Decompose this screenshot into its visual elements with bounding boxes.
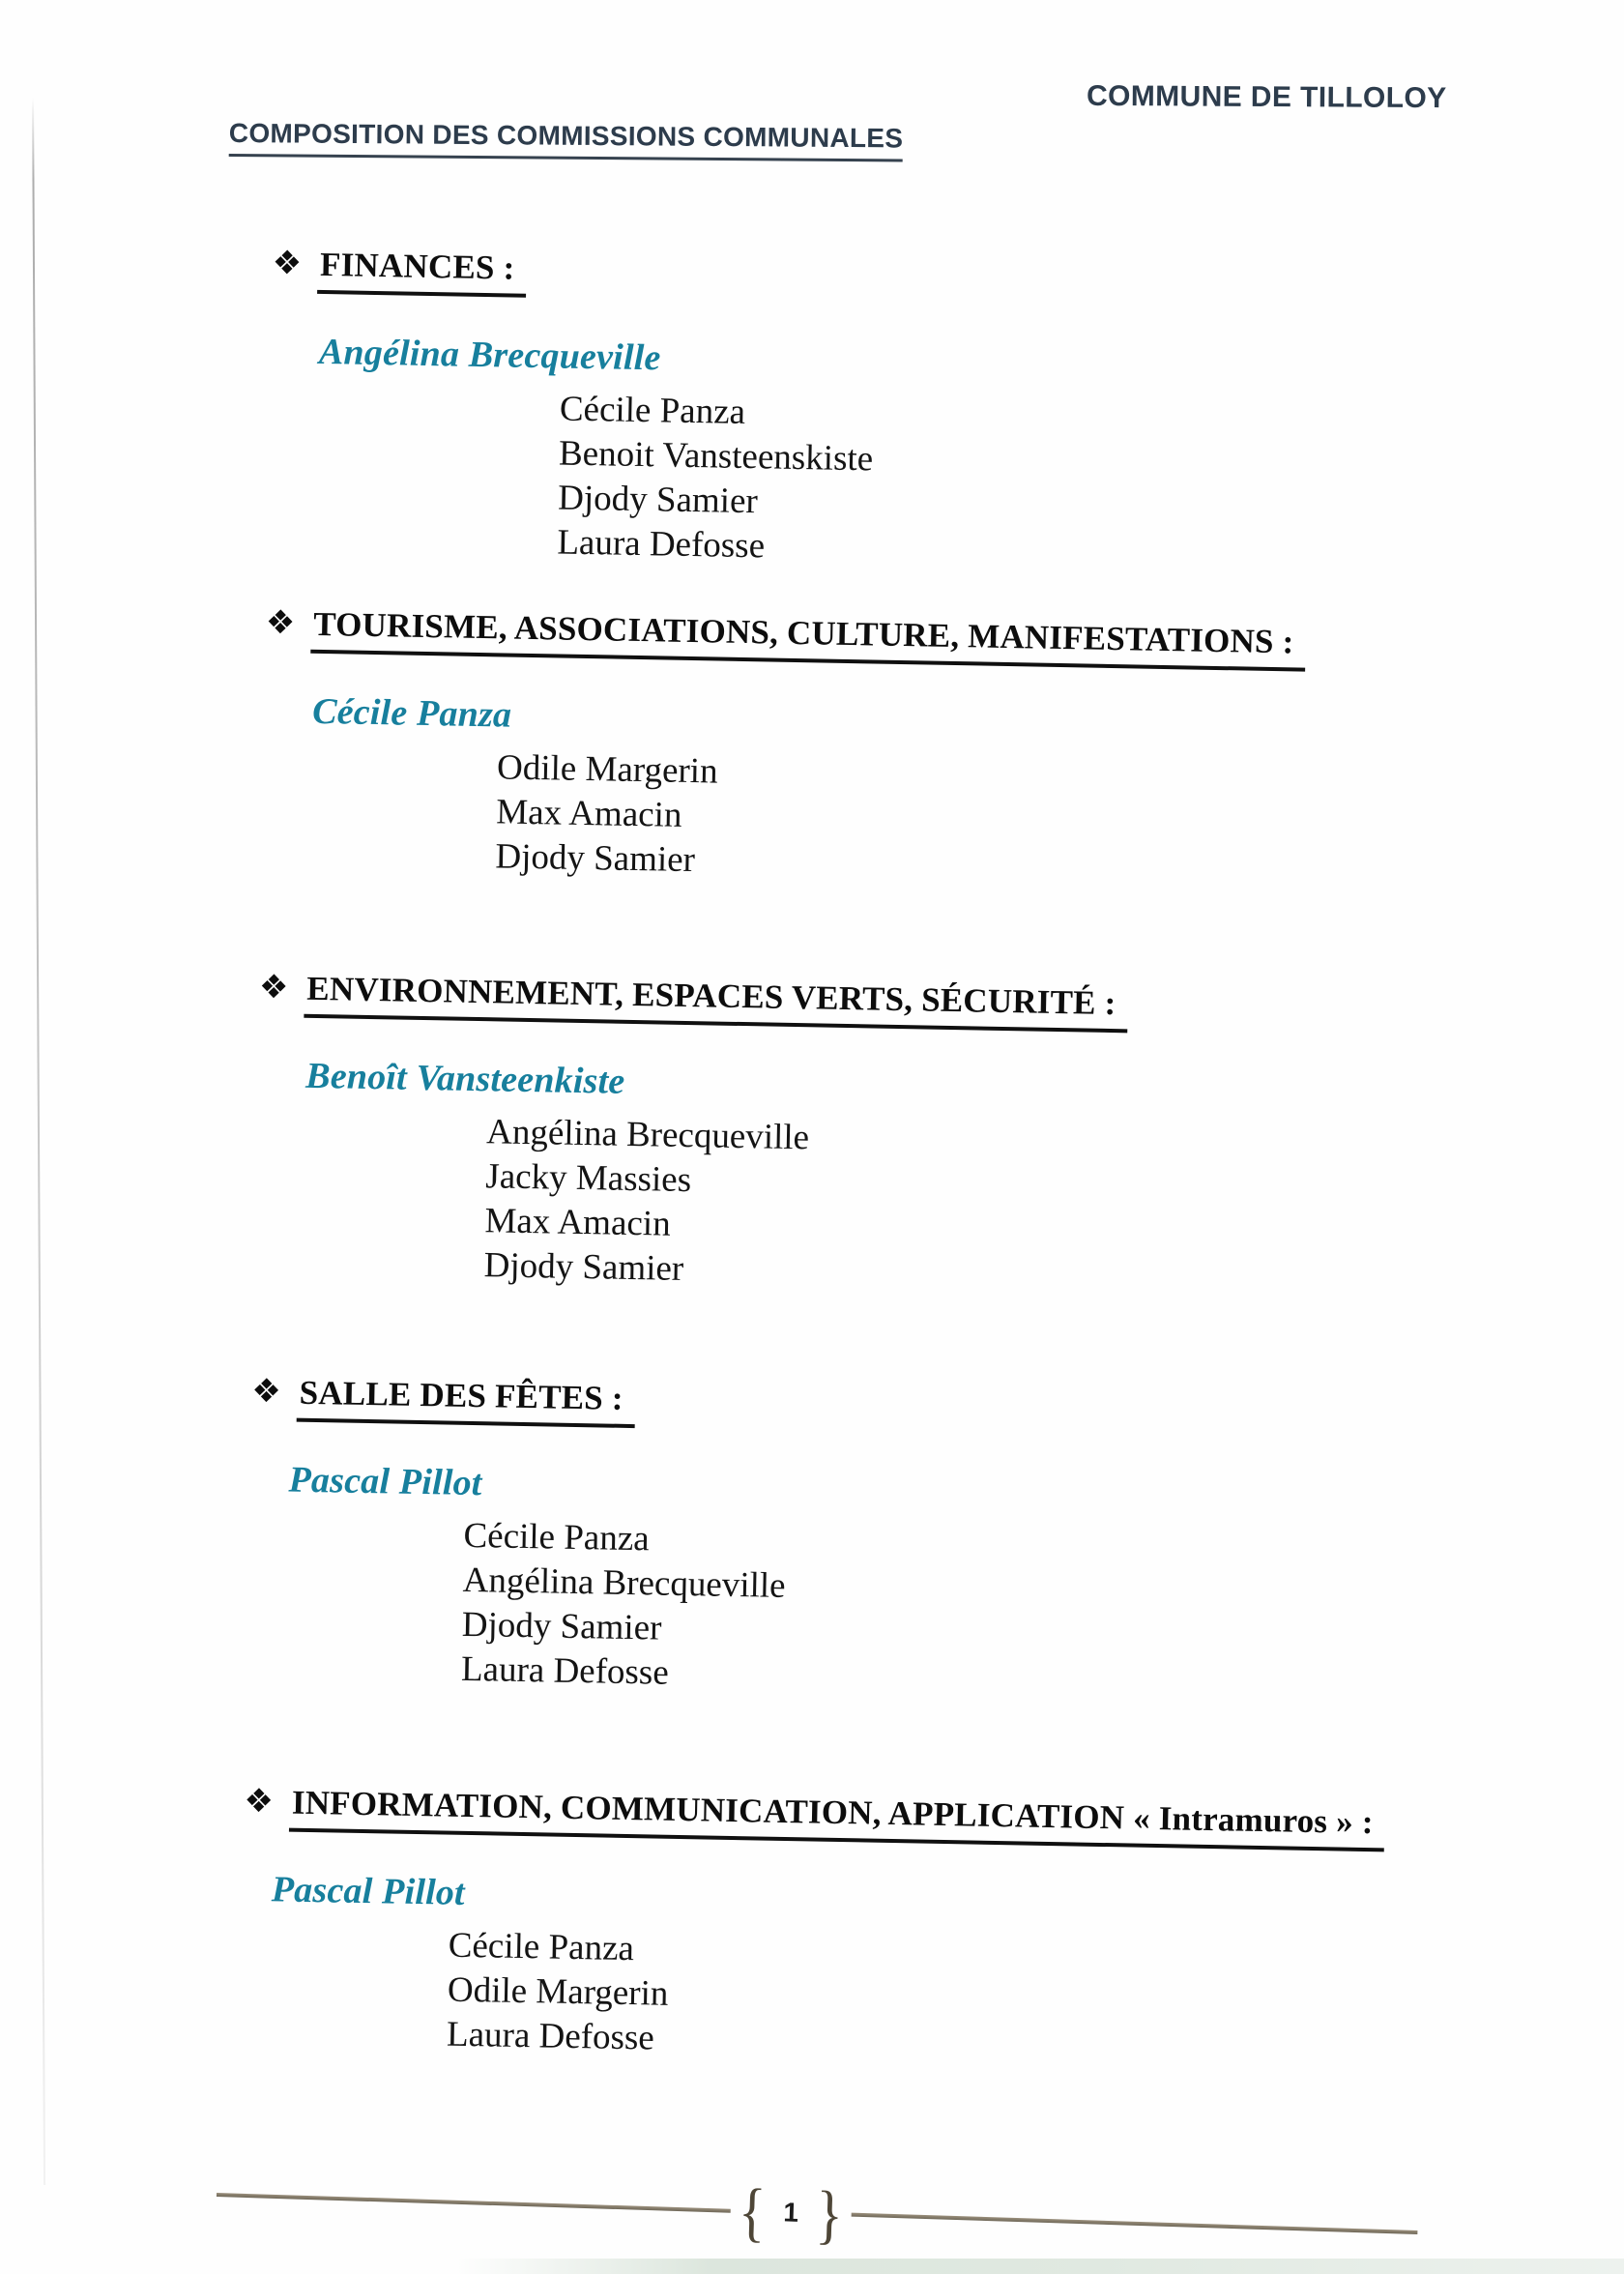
member-name: Djody Samier bbox=[461, 1605, 662, 1648]
commission-leader-name: Pascal Pillot bbox=[271, 1869, 466, 1914]
commission-section-information bbox=[240, 1783, 1482, 2076]
member-name: Benoit Vansteenskiste bbox=[558, 433, 874, 480]
member-list bbox=[240, 1920, 1479, 2076]
member-name: Cécile Panza bbox=[463, 1516, 651, 1560]
member-list bbox=[267, 382, 1507, 582]
section-heading: FINANCES : bbox=[318, 246, 527, 298]
footer-rule-right bbox=[851, 2213, 1417, 2234]
commission-leader-name: Angélina Brecqueville bbox=[318, 332, 661, 379]
member-name: Cécile Panza bbox=[559, 389, 746, 433]
section-heading: TOURISME, ASSOCIATIONS, CULTURE, MANIFESTATIONS : bbox=[311, 605, 1306, 672]
member-name: Djody Samier bbox=[495, 836, 696, 881]
member-list bbox=[253, 1106, 1494, 1306]
commission-section-tourisme bbox=[261, 604, 1503, 897]
commune-header: COMMUNE DE TILLOLOY bbox=[1087, 79, 1448, 115]
member-list bbox=[246, 1510, 1487, 1710]
diamond-bullet-icon: ❖ bbox=[244, 1783, 275, 1821]
member-name: Laura Defosse bbox=[460, 1649, 670, 1693]
member-name: Odile Margerin bbox=[447, 1969, 669, 2015]
diamond-bullet-icon: ❖ bbox=[250, 1373, 282, 1411]
member-name: Djody Samier bbox=[483, 1245, 684, 1290]
footer-rule-left bbox=[217, 2193, 731, 2213]
member-name: Max Amacin bbox=[495, 792, 682, 835]
section-heading: INFORMATION, COMMUNICATION, APPLICATION « Intramuros » : bbox=[289, 1784, 1385, 1852]
diamond-bullet-icon: ❖ bbox=[265, 604, 296, 642]
member-name: Angélina Brecqueville bbox=[485, 1112, 810, 1158]
member-name: Laura Defosse bbox=[446, 2014, 655, 2058]
member-name: Laura Defosse bbox=[557, 522, 766, 567]
diamond-bullet-icon: ❖ bbox=[272, 245, 303, 282]
member-name: Max Amacin bbox=[484, 1201, 672, 1244]
section-heading-row bbox=[265, 604, 1503, 676]
commission-leader-name: Benoît Vansteenkiste bbox=[304, 1056, 625, 1103]
commission-leader-name: Cécile Panza bbox=[311, 691, 512, 736]
page-footer bbox=[216, 2162, 1387, 2264]
member-name: Odile Margerin bbox=[496, 747, 718, 792]
section-heading-row bbox=[272, 245, 1510, 316]
page-scan-edge-line bbox=[32, 97, 45, 2185]
document-title: COMPOSITION DES COMMISSIONS COMMUNALES bbox=[229, 118, 904, 161]
commission-section-environnement bbox=[253, 969, 1496, 1306]
commission-leader-name: Pascal Pillot bbox=[288, 1459, 482, 1504]
member-list bbox=[261, 742, 1500, 897]
member-name: Cécile Panza bbox=[448, 1925, 635, 1969]
section-heading-row bbox=[244, 1783, 1482, 1854]
page-number: 1 bbox=[782, 2197, 799, 2228]
section-heading: SALLE DES FÊTES : bbox=[297, 1374, 635, 1429]
commission-section-salle-des-fetes bbox=[246, 1373, 1490, 1710]
section-heading-row bbox=[251, 1373, 1490, 1444]
member-name: Djody Samier bbox=[557, 478, 759, 522]
section-heading-row bbox=[258, 969, 1496, 1040]
section-heading: ENVIRONNEMENT, ESPACES VERTS, SÉCURITÉ : bbox=[304, 970, 1128, 1034]
bottom-scan-artifact bbox=[454, 2259, 1624, 2274]
diamond-bullet-icon: ❖ bbox=[258, 969, 289, 1006]
page-number-ornament bbox=[730, 2173, 853, 2252]
commission-section-finances bbox=[267, 245, 1510, 582]
commissions-list bbox=[238, 245, 1510, 2163]
member-name: Angélina Brecqueville bbox=[462, 1560, 786, 1607]
member-name: Jacky Massies bbox=[484, 1156, 692, 1201]
left-brace-icon: { bbox=[737, 2173, 768, 2249]
right-brace-icon: } bbox=[815, 2176, 845, 2252]
